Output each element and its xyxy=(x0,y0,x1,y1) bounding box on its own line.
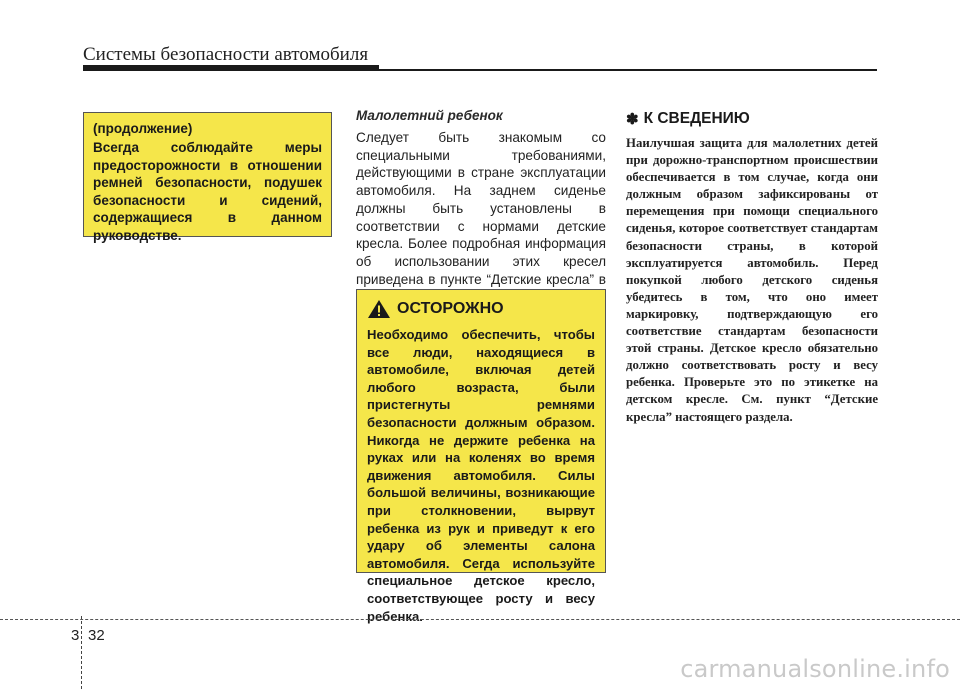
continued-caution-body: Всегда соблюдайте меры предосторожности в отношении ремней безопасности, подушек безопасности и сидений, содержащиеся в данном руководстве. xyxy=(93,140,322,243)
continued-caution-box xyxy=(83,112,332,243)
header-rule-thick xyxy=(83,65,379,71)
info-star-icon: ✽ xyxy=(626,111,639,128)
child-paragraph: Следует быть знакомым со специальными требованиями, действующими в стране эксплуатации автомобиля. На заднем сиденье должны быть установлены в соответствии с нормами детские кресла. Более подробная информация об использовании этих кресел приведена в пункте “Детские кресла” в xyxy=(356,130,606,287)
footer-divider-vertical xyxy=(81,616,82,689)
continued-caution-heading: (продолжение) xyxy=(93,121,193,136)
info-title: К СВЕДЕНИЮ xyxy=(643,110,750,127)
middle-column xyxy=(356,108,606,306)
watermark-text: carmanualsonline.info xyxy=(680,655,950,683)
warning-body: Необходимо обеспечить, чтобы все люди, находящиеся в автомобиле, включая детей любого возраста, были пристегнуты ремнями безопасности должным образом. Никогда не держите ребенка на руках или на коленях во время движения автомобиля. Силы большой величины, возникающие при столкновении, вырвут ребенка из рук и приведут к его удару об элементы салона автомобиля. Сегда используйте специальное детское кресло, соответствующее росту и весу ребенка. xyxy=(367,327,595,624)
warning-triangle-icon xyxy=(367,299,391,319)
right-column xyxy=(626,109,878,426)
header-title: Системы безопасности автомобиля xyxy=(83,44,369,65)
info-body: Наилучшая защита для малолетних детей при дорожно-транспортном происшествии обеспечивается в том случае, когда они должным образом зафиксированы от перемещения при помощи специального сиденья, которое соответствует стандартам безопасности страны, в которой эксплуатируется автомобиль. Перед покупкой любого детского сиденья убедитесь в том, что оно имеет маркировку, подтверждающую его соответствие стандартам безопасности этой страны. Детское кресло обязательно должно соответствовать росту и весу ребенка. Проверьте это по этикетке на детском кресле. См. пункт “Детские кресла” настоящего раздела. xyxy=(626,136,878,424)
warning-title: ОСТОРОЖНО xyxy=(397,300,504,317)
header-rule-thin xyxy=(379,69,877,71)
page-section-number: 3 xyxy=(71,627,80,644)
info-header xyxy=(626,109,878,129)
warning-box xyxy=(356,289,606,624)
warning-header xyxy=(367,298,595,320)
footer-divider-horizontal xyxy=(0,619,960,620)
page-number: 32 xyxy=(88,627,105,644)
section-title-child: Малолетний ребенок xyxy=(356,108,503,123)
